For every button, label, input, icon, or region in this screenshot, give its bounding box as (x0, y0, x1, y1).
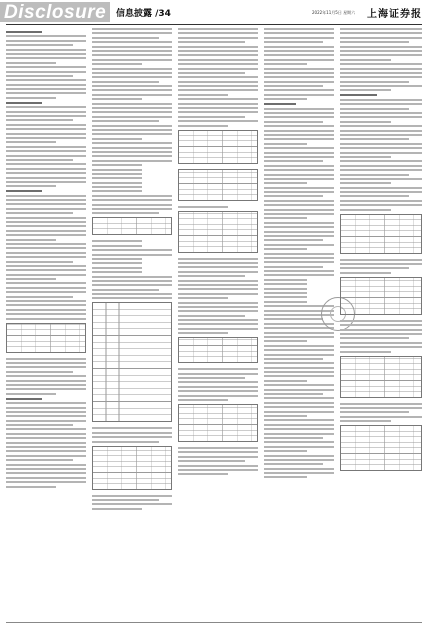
text-column-4 (264, 28, 334, 622)
data-table (6, 323, 86, 353)
data-table (92, 302, 172, 422)
section-title: 信息披露 /34 (116, 9, 171, 19)
page-header (0, 0, 428, 24)
text-column-3 (178, 28, 258, 622)
data-table (92, 446, 172, 490)
masthead-bar (0, 2, 110, 22)
header-rule (6, 24, 422, 25)
data-table (178, 130, 258, 164)
masthead-title: Disclosure (4, 2, 107, 23)
text-column-5 (340, 28, 422, 622)
text-column-1 (6, 28, 86, 622)
newspaper-name: 上海证券报 (367, 9, 422, 20)
data-table (178, 337, 258, 363)
data-table (340, 277, 422, 315)
data-table (178, 169, 258, 201)
text-column-2 (92, 28, 172, 622)
data-table (340, 214, 422, 254)
footer-rule (6, 622, 422, 623)
data-table (340, 425, 422, 471)
data-table (92, 217, 172, 235)
issue-date: 2022年11月5日 星期六 (312, 10, 356, 15)
data-table (178, 211, 258, 253)
data-table (340, 356, 422, 398)
data-table (178, 404, 258, 442)
